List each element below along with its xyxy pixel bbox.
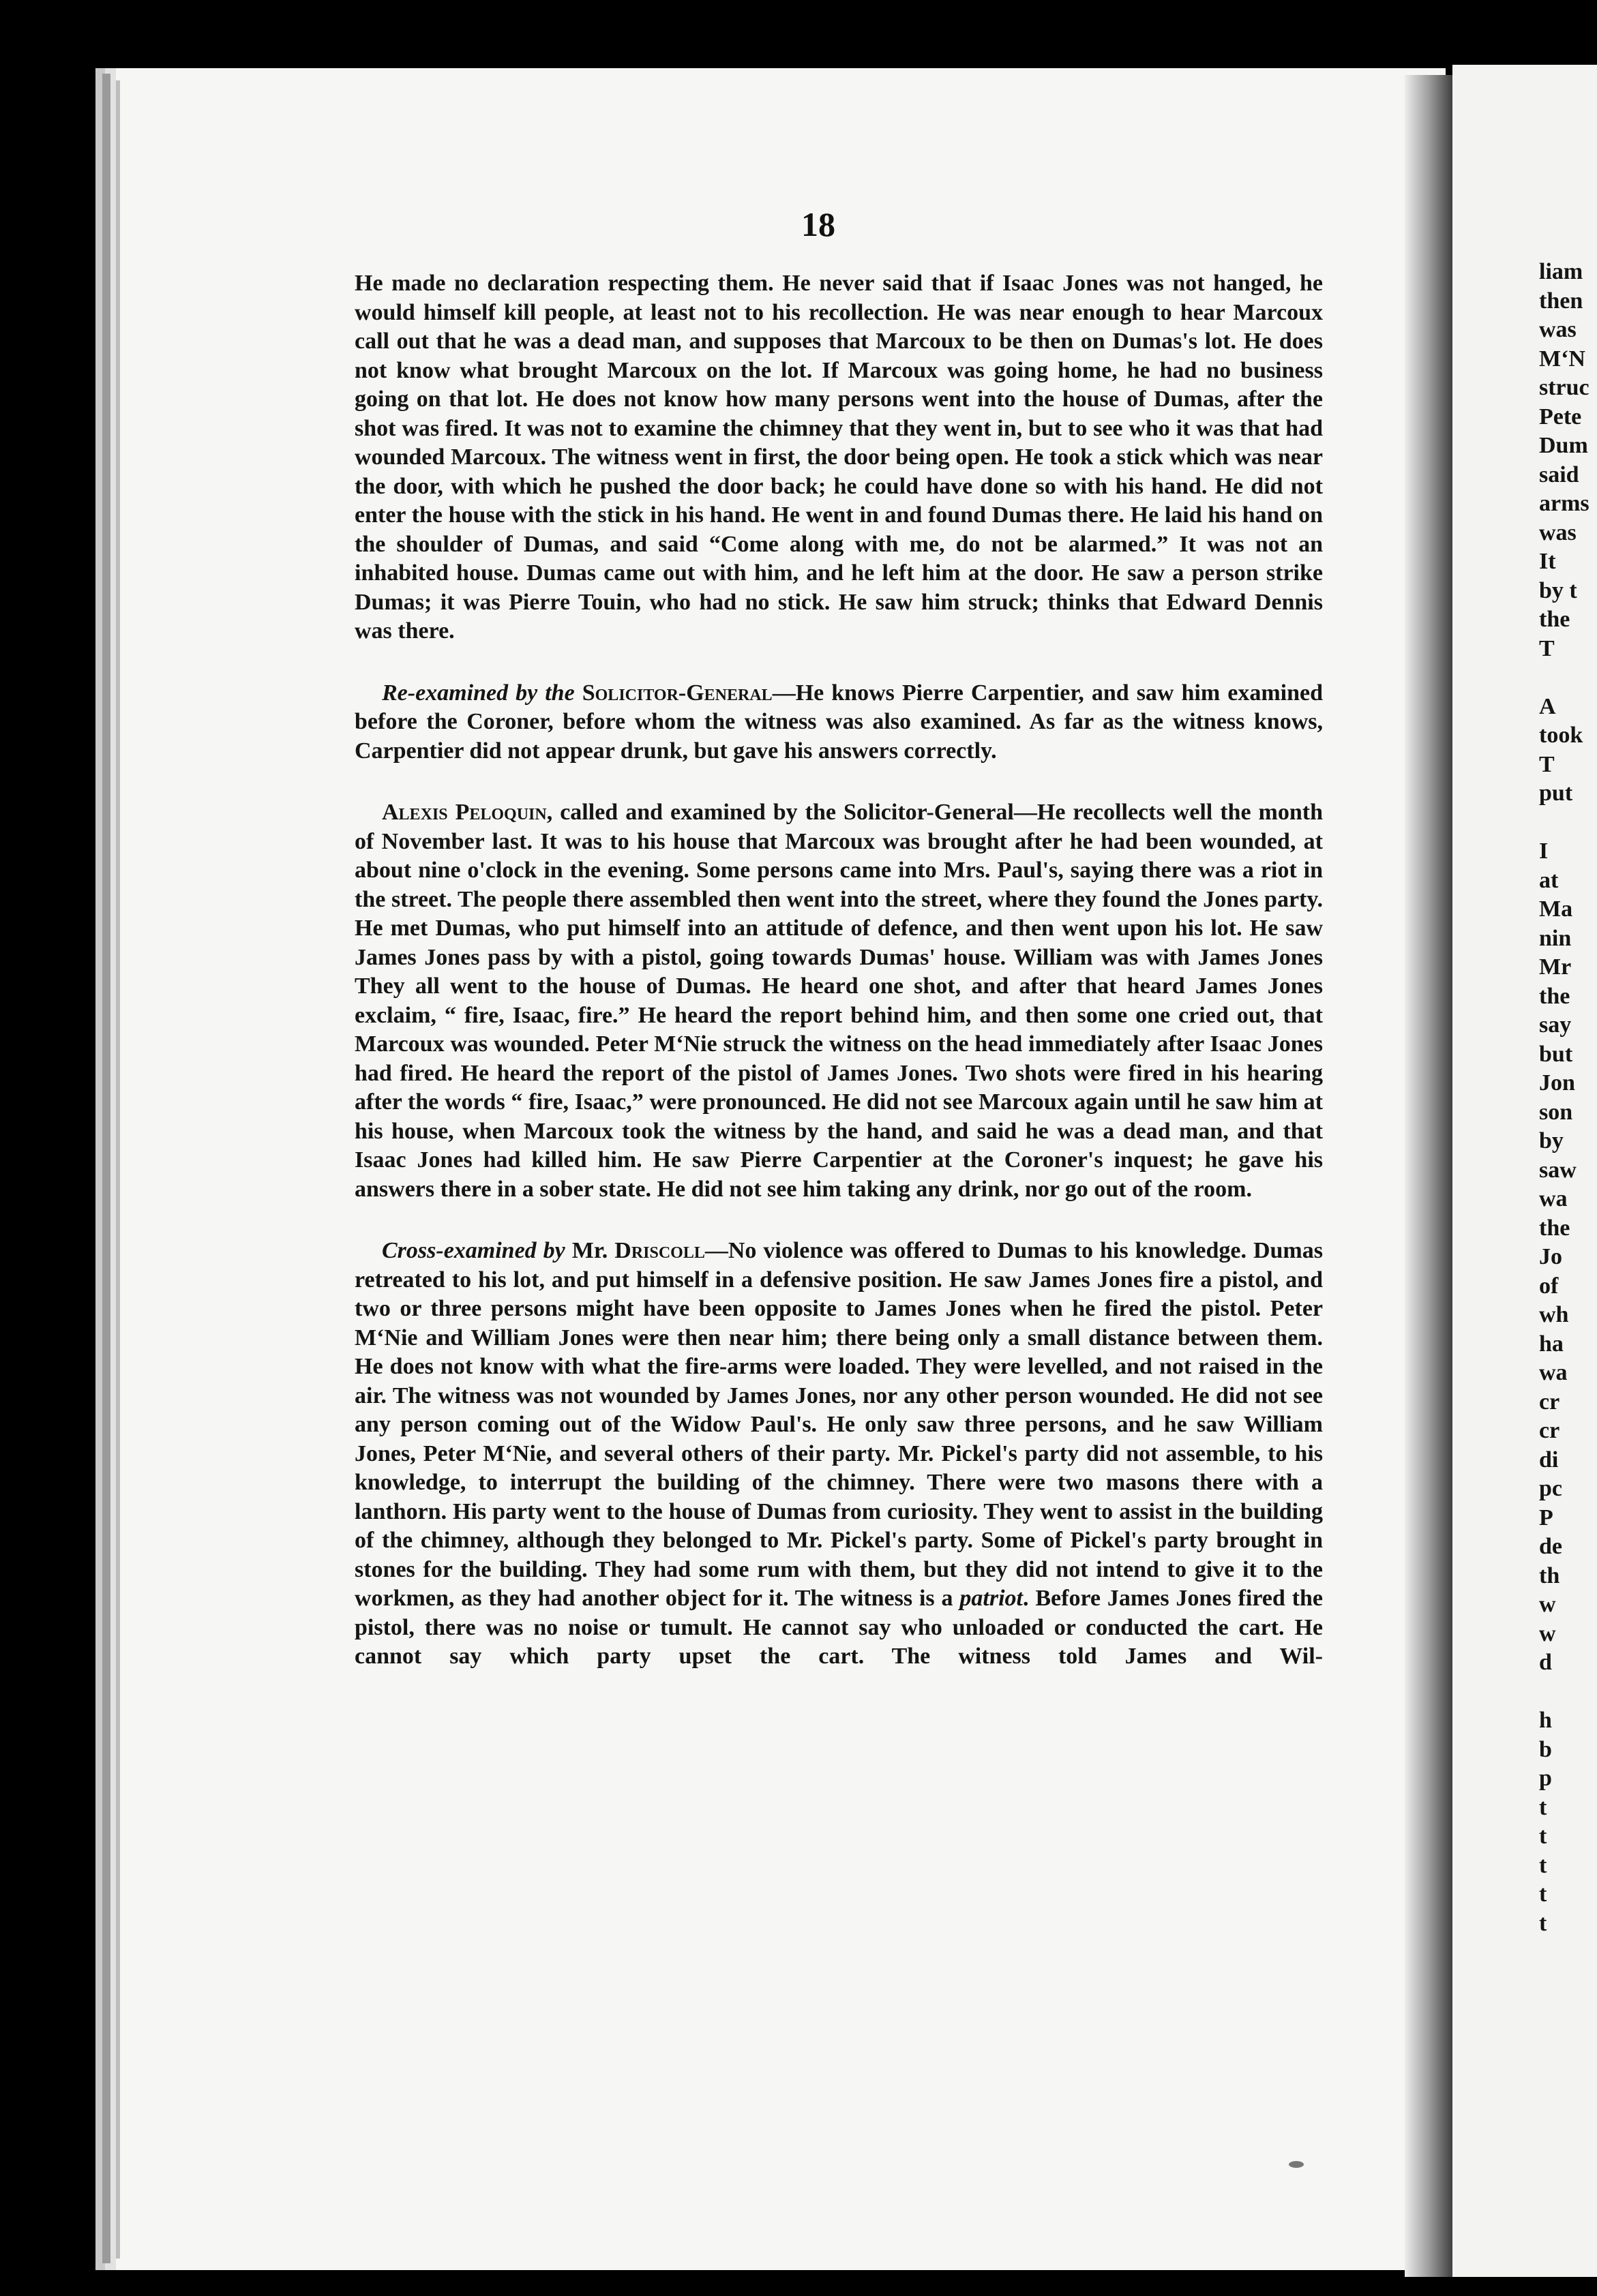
right-page-line-fragment: Jon [1539,1070,1575,1096]
paragraph-4 [355,1237,1323,1672]
page-stack-edge-inner [116,80,120,2259]
right-page-line-fragment: Pete [1539,404,1582,429]
right-page-line-fragment: arms [1539,491,1589,516]
right-page-line-fragment: t [1539,1852,1547,1878]
right-page-line-fragment: h [1539,1708,1552,1733]
right-page-line-fragment: di [1539,1447,1559,1472]
right-page-line-fragment: t [1539,1882,1547,1907]
right-page-line-fragment: T [1539,635,1555,661]
right-page-line-fragment: son [1539,1099,1573,1125]
right-page-line-fragment: struc [1539,375,1589,400]
right-page-line-fragment: the [1539,1215,1570,1241]
paragraph-4-end: . Before James Jones fired the pistol, there was no noise or tumult. He cannot say who unloaded or conducted the cart. He cannot say which party upset the cart. The witness told James and Wil- [355,1586,1324,1669]
right-page-line-fragment [1539,1678,1597,1707]
paragraph-1: He made no declaration respecting them. He never said that if Isaac Jones was not hanged, he would himself kill people, at least not to his recollection. He was near enough to hear Marcoux call out that he was a dead man, and supposes that Marcoux to be then on Dumas's lot. He does not know what brought Marcoux on the lot. If Marcoux was going home, he had no business going on that lot. He does not know how many persons went into the house of Dumas, after the shot was fired. It was not to examine the chimney that they went in, but to see who it was that had wounded Marcoux. The witness went in first, the door being open. He took a stick which was near the door, with which he pushed the door back; he could have done so with his hand. He did not enter the house with the stick in his hand. He went in and found Dumas there. He laid his hand on the shoulder of Dumas, and said “Come along with me, do not be alarmed.” It was not an inhabited house. Dumas came out with him, and he left him at the door. He saw a person strike Dumas; it was Pierre Touin, who had no stick. He saw him struck; thinks that Edward Dennis was there. [355,271,1323,644]
paragraph-3-text: , called and examined by the Solicitor-General—He recollects well the month of November last. It was to his house that Marcoux was brought after he had been wounded, at about nine o'clock in the evening. Some persons came into Mrs. Paul's, saying there was a riot in the street. The people there assembled then went into the street, where they found the Jones party. He met Dumas, who put himself into an attitude of defence, and then went upon his lot. He saw James Jones pass by with a pistol, going towards Dumas' house. William was with James Jones They all went to the house of Dumas. He heard one shot, and after that heard James Jones exclaim, “ fire, Isaac, fire.” He heard the report behind him, and then some one cried out, that Marcoux was wounded. Peter M‘Nie struck the witness on the head immediately after Isaac Jones had fired. He heard the report of the pistol of James Jones. Two shots were fired in his hearing after the words “ fire, Isaac,” were pronounced. He did not see Marcoux again until he saw him at his house, when Marcoux took the witness by the hand, and said he was a dead man, and that Isaac Jones had killed him. He saw Pierre Carpentier at the Coroner's inquest; he gave his answers there in a sober state. He did not see him taking any drink, nor go out of the room. [355,800,1323,1202]
right-page-line-fragment: was [1539,519,1577,545]
right-page-line-fragment: the [1539,983,1570,1009]
page-stack-edge [102,74,110,2263]
right-page-line-fragment: p [1539,1766,1552,1791]
counsel-name: Driscoll [614,1238,705,1263]
solicitor-general-name: Solicitor-General [582,680,773,706]
right-page-line-fragment: w [1539,1620,1556,1646]
patriot-word: patriot [959,1586,1023,1611]
right-page-line-fragment: liam [1539,259,1583,284]
mr-prefix: Mr. [571,1238,608,1263]
right-page-line-fragment: say [1539,1012,1572,1038]
right-page-line-fragment: ha [1539,1331,1564,1357]
right-page-line-fragment: pc [1539,1476,1562,1501]
page-body [355,269,1323,1672]
right-page-line-fragment: wa [1539,1360,1568,1385]
page-number: 18 [801,205,835,243]
right-page-line-fragment: by t [1539,577,1577,603]
right-page-line-fragment [1539,663,1597,693]
right-page-line-fragment: de [1539,1534,1562,1559]
right-page-line-fragment: then [1539,288,1583,314]
right-page-line-fragment: but [1539,1041,1573,1067]
right-page-line-fragment: Jo [1539,1244,1562,1269]
right-page-line-fragment: T [1539,751,1555,777]
right-page-line-fragment: th [1539,1562,1560,1588]
right-page-line-fragment: Ma [1539,896,1573,922]
right-page-line-fragment: was [1539,317,1577,342]
right-page-line-fragment: nin [1539,925,1572,951]
paragraph-2-text: —He knows Pierre Carpentier, and saw him examined before the Coroner, before whom the witness was also examined. As far as the witness knows, Carpentier did not appear drunk, but gave his answers correctly. [355,680,1323,764]
right-page-line-fragment: t [1539,1794,1547,1820]
right-page-line-fragment: b [1539,1736,1552,1762]
right-page-line-fragment: saw [1539,1157,1577,1183]
right-page-line-fragment: t [1539,1824,1547,1849]
right-page-line-fragment: w [1539,1592,1556,1617]
right-page-line-fragment: the [1539,607,1570,632]
paragraph-3 [355,798,1323,1204]
paragraph-2 [355,679,1323,766]
right-page-line-fragment: t [1539,1910,1547,1936]
right-page-line-fragment: wa [1539,1186,1568,1211]
right-page-line-fragment: I [1539,839,1549,864]
paragraph-4-text: —No violence was offered to Dumas to his knowledge. Dumas retreated to his lot, and put himself in a defensive position. He saw James Jones fire a pistol, and two or three persons might have been opposite to James Jones when he fired the pistol. Peter M‘Nie and William Jones were then near him; there being only a small distance between them. He does not know with what the fire-arms were loaded. They were levelled, and not raised in the air. The witness was not wounded by James Jones, nor any other person wounded. He did not see any person coming out of the Widow Paul's. He only saw three persons, and he saw William Jones, Peter M‘Nie, and several others of their party. Mr. Pickel's party did not assemble, to his knowledge, to interrupt the building of the chimney. There were two masons there with a lanthorn. His party went to the house of Dumas from curiosity. They went to assist in the building of the chimney, although they belonged to Mr. Pickel's party. Some of Pickel's party brought in stones for the building. They had some rum with them, but they did not intend to give it to the workmen, as they had another object for it. The witness is a [355,1238,1323,1611]
right-page-line-fragment: put [1539,781,1573,806]
cross-examined-label: Cross-examined by [382,1238,565,1263]
ink-speck [1289,2161,1304,2168]
right-page-line-fragment: d [1539,1650,1552,1675]
right-page-line-fragment: It [1539,549,1556,574]
right-page-line-fragment: P [1539,1505,1553,1530]
right-page-line-fragment: of [1539,1273,1559,1299]
right-page-line-fragment: took [1539,723,1583,748]
right-page-line-fragment: by [1539,1128,1564,1153]
right-page-line-fragment: cr [1539,1418,1560,1443]
right-page-line-fragment: cr [1539,1389,1560,1415]
right-page-line-fragment: A [1539,693,1556,719]
witness-name: Alexis Peloquin [382,800,547,825]
right-page-line-fragment: Dum [1539,433,1588,458]
right-page-line-fragment: at [1539,867,1559,893]
right-page-fragments [1539,258,1597,1938]
right-page-line-fragment [1539,809,1597,838]
right-page-line-fragment: M‘N [1539,346,1585,372]
re-examined-label: Re-examined by the [382,680,575,706]
right-page-line-fragment: said [1539,462,1579,487]
right-page-line-fragment: Mr [1539,954,1572,980]
right-page-line-fragment: wh [1539,1302,1569,1327]
